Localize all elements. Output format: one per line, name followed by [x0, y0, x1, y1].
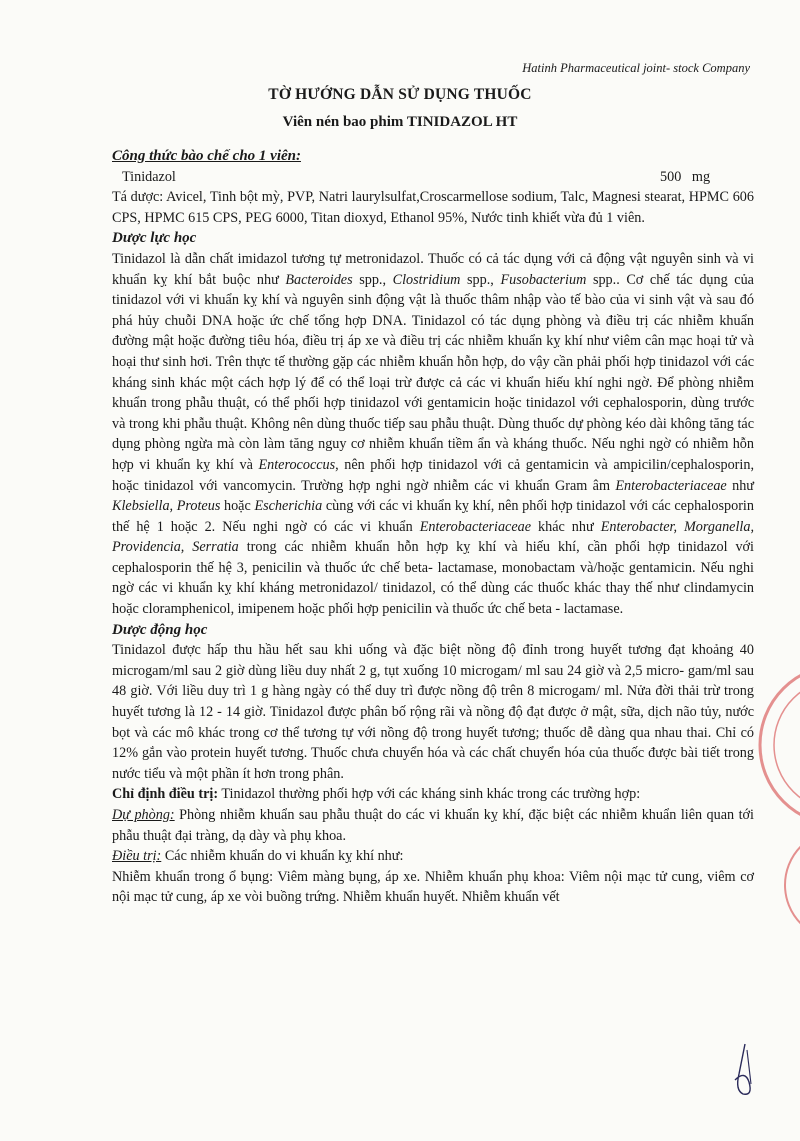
- formula-heading: Công thức bào chế cho 1 viên:: [112, 148, 301, 164]
- pharmacokinetics-paragraph: Tinidazol được hấp thu hầu hết sau khi uống và đặc biệt nồng độ đỉnh trong huyết tương đạt khoảng 40 microgam/ml sau 2 giờ dùng liều duy nhất 2 g, tụt xuống 10 microgam/ ml sau 24 giờ và 2,5 micro- gam/ml sau 48 giờ. Với liều duy trì 1 g hàng ngày có thể duy trì được nồng độ trên 8 microgam/ ml. Nửa đời thải trừ trong huyết tương là 12 - 14 giờ. Tinidazol được phân bố rộng rãi và nồng độ đạt được ở mật, sữa, dịch não tủy, nước bọt và các mô khác trong cơ thể tương tự với nồng độ trong huyết tương; thuốc dễ dàng qua nhau thai. Chỉ có 12% gắn vào protein huyết tương. Thuốc chưa chuyển hóa và các chất chuyển hóa của thuốc được bài tiết trong nước tiểu và một phần ít hơn trong phân.: [112, 642, 754, 782]
- prophylaxis-paragraph: Dự phòng: Phòng nhiễm khuẩn sau phẫu thuật do các vi khuẩn kỵ khí, đặc biệt các nhiễm khuẩn liên quan tới phẫu thuật đại tràng, dạ dày và phụ khoa.: [112, 807, 754, 844]
- pharmacodynamics-paragraph: Tinidazol là dẫn chất imidazol tương tự metronidazol. Thuốc có cả tác dụng với cả động vật nguyên sinh và vi khuẩn kỵ khí bắt buộc như Bacteroides spp., Clostridium spp., Fusobacterium spp.. Cơ chế tác dụng của tinidazol với vi khuẩn kỵ khí và nguyên sinh động vật là thuốc thâm nhập vào tế bào của vi sinh vật và sau đó phá hủy chuỗi DNA hoặc ức chế tổng hợp DNA. Tinidazol có tác dụng phòng và điều trị các nhiễm khuẩn đường mật hoặc đường tiêu hóa, điều trị áp xe và điều trị các nhiễm khuẩn kỵ khí như viêm cân mạc hoại tử và hoại thư sinh hơi. Trên thực tế thường gặp các nhiễm khuẩn hỗn hợp, do vậy cần phải phối hợp tinidazol với các kháng sinh khác một cách hợp lý để có thể loại trừ được cả các vi khuẩn hiếu khí nghi ngờ. Để phòng nhiễm khuẩn trong phẫu thuật, có thể phối hợp tinidazol với gentamicin hoặc tinidazol với cephalosporin, dùng trước và trong khi phẫu thuật. Không nên dùng thuốc tiếp sau phẫu thuật. Dùng thuốc dự phòng kéo dài không tăng tác dụng phòng ngừa mà còn làm tăng nguy cơ nhiễm khuẩn tiềm ẩn và kháng thuốc. Nếu nghi ngờ có nhiễm hỗn hợp vi khuẩn kỵ khí và Enterococcus, nên phối hợp tinidazol với cả gentamicin và ampicilin/cephalosporin, hoặc tinidazol với vancomycin. Trường hợp nghi ngờ nhiễm các vi khuẩn Gram âm Enterobacteriaceae như Klebsiella, Proteus hoặc Escherichia cùng với các vi khuẩn kỵ khí, nên phối hợp tinidazol với các cephalosporin thế hệ 1 hoặc 2. Nếu nghi ngờ có các vi khuẩn Enterobacteriaceae khác như Enterobacter, Morganella, Providencia, Serratia trong các nhiễm khuẩn hỗn hợp kỵ khí và hiếu khí, cần phối hợp tinidazol với cephalosporin thế hệ 3, penicilin và thuốc ức chế beta- lactamase, monobactam và/hoặc gentamicin. Nếu nghi ngờ các vi khuẩn kỵ khí kháng metronidazol/ tinidazol, có thể dùng các thuốc khác thay thế như clindamycin hoặc cloramphenicol, imipenem hoặc phối hợp penicilin và thuốc ức chế beta - lactamase.: [112, 250, 754, 618]
- document-title: TỜ HƯỚNG DẪN SỬ DỤNG THUỐC: [268, 86, 532, 103]
- document-body: [112, 146, 754, 908]
- company-name: Hatinh Pharmaceutical joint- stock Company: [522, 61, 750, 75]
- prophylaxis-lead: Dự phòng:: [112, 807, 175, 823]
- red-stamp-seal: [750, 635, 800, 955]
- ingredient-amount: 500 mg: [660, 168, 711, 185]
- ingredient-name: Tinidazol: [122, 168, 176, 185]
- ingredient-row: [112, 167, 754, 188]
- pharmacodynamics-heading: Dược lực học: [112, 230, 197, 247]
- indications-paragraph: Chỉ định điều trị: Tinidazol thường phối hợp với các kháng sinh khác trong các trường hợp:: [112, 786, 641, 803]
- treatment-lead: Điều trị:: [112, 848, 162, 865]
- excipients-text: Tá dược: Avicel, Tinh bột mỳ, PVP, Natri laurylsulfat,Croscarmellose sodium, Talc, Magnesi stearat, HPMC 606 CPS, HPMC 615 CPS, PEG 6000, Titan dioxyd, Ethanol 95%, Nước tinh khiết vừa đủ 1 viên.: [112, 189, 754, 226]
- indications-lead: Chỉ định điều trị:: [112, 786, 219, 803]
- formula-section: [112, 146, 754, 167]
- pharmacokinetics-heading: Dược động học: [112, 621, 208, 638]
- treatment-list-paragraph: Nhiễm khuẩn trong ổ bụng: Viêm màng bụng, áp xe. Nhiễm khuẩn phụ khoa: Viêm nội mạc tử cung, viêm cơ nội mạc tử cung, áp xe vòi buồng trứng. Nhiễm khuẩn huyết. Nhiễm khuẩn vết: [112, 868, 754, 906]
- signature-mark: [725, 1040, 765, 1100]
- document-subtitle: Viên nén bao phim TINIDAZOL HT: [282, 114, 518, 130]
- treatment-paragraph: Điều trị: Các nhiễm khuẩn do vi khuẩn kỵ khí như:: [112, 848, 404, 865]
